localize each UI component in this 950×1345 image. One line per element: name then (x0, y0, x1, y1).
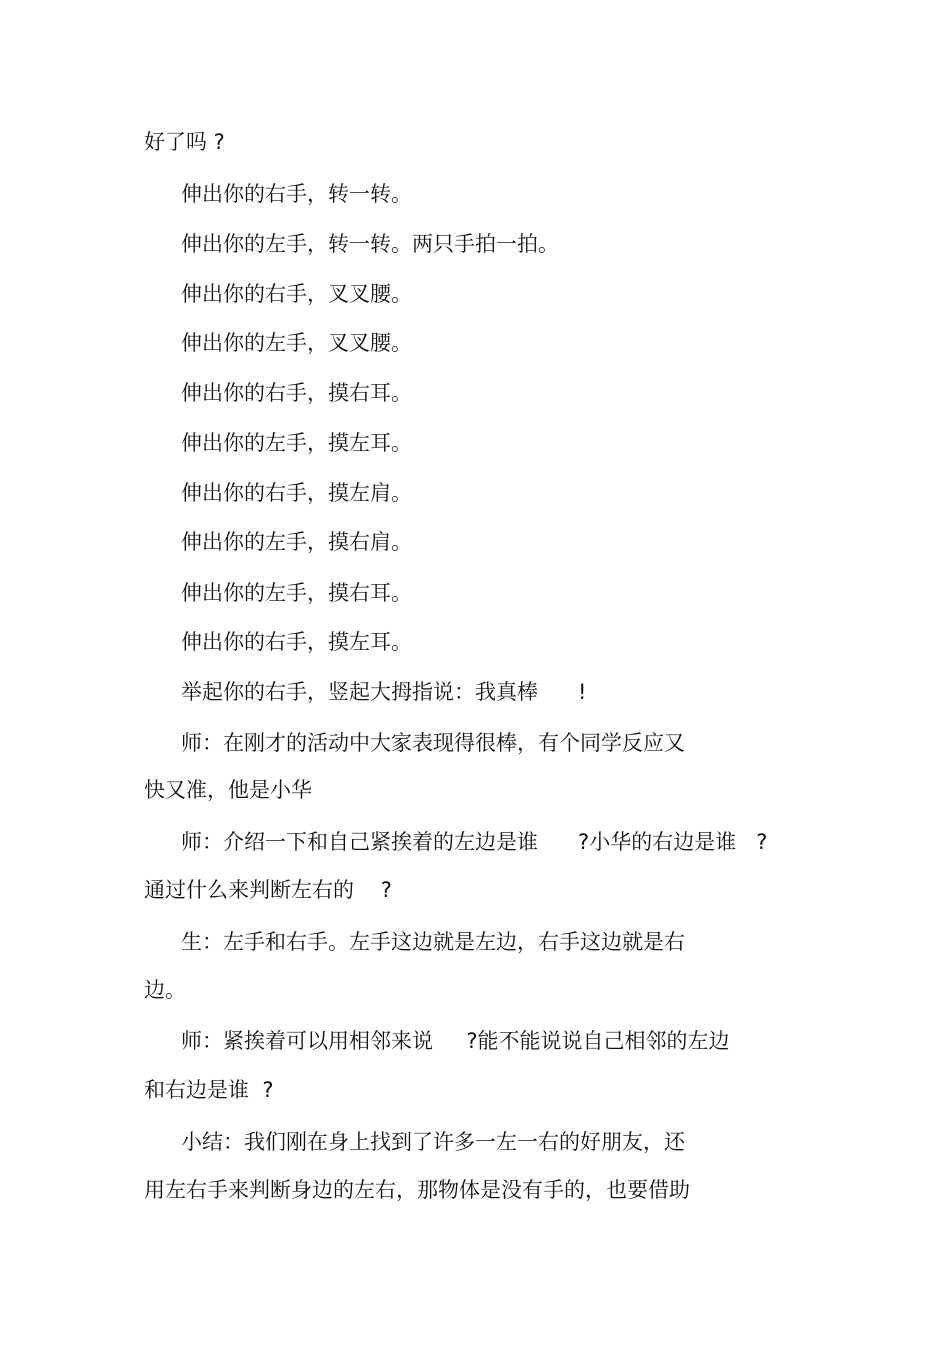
text-line: 边。 (144, 978, 186, 1002)
text-line: 和右边是谁 ? (144, 1078, 274, 1102)
text-line: 师：在刚才的活动中大家表现得很棒，有个同学反应又 (181, 731, 685, 755)
text-line: 伸出你的右手，摸右耳。 (181, 381, 412, 405)
text-line: 师：介绍一下和自己紧挨着的左边是谁 ?小华的右边是谁 ? (181, 830, 768, 854)
text-line: 伸出你的右手，转一转。 (181, 182, 412, 206)
text-line: 伸出你的左手，摸左耳。 (181, 431, 412, 455)
text-line: 伸出你的左手，摸右耳。 (181, 581, 412, 605)
text-line: 伸出你的右手，摸左肩。 (181, 481, 412, 505)
text-line: 伸出你的左手，转一转。两只手拍一拍。 (181, 232, 559, 256)
text-line: 好了吗 ? (144, 130, 225, 154)
text-line: 用左右手来判断身边的左右，那物体是没有手的，也要借助 (144, 1178, 690, 1202)
text-line: 伸出你的右手，叉叉腰。 (181, 282, 412, 306)
text-line: 通过什么来判断左右的 ? (144, 878, 392, 902)
text-line: 快又准，他是小华 (144, 778, 312, 802)
text-line: 伸出你的左手，摸右肩。 (181, 530, 412, 554)
text-line: 师：紧挨着可以用相邻来说 ?能不能说说自己相邻的左边 (181, 1029, 730, 1053)
text-line: 伸出你的右手，摸左耳。 (181, 630, 412, 654)
text-line: 伸出你的左手，叉叉腰。 (181, 331, 412, 355)
text-line: 生：左手和右手。左手这边就是左边，右手这边就是右 (181, 930, 685, 954)
text-line: 举起你的右手，竖起大拇指说：我真棒 ! (181, 680, 587, 704)
text-line: 小结：我们刚在身上找到了许多一左一右的好朋友，还 (181, 1130, 685, 1154)
